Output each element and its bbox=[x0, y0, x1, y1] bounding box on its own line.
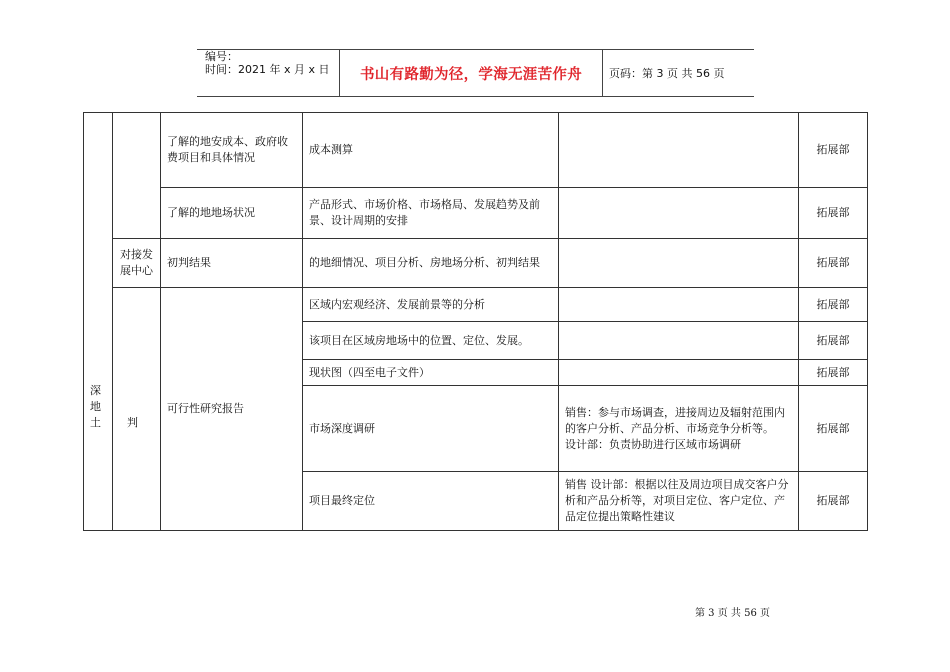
owner-cell: 拓展部 bbox=[799, 360, 868, 386]
group-label-line2: 判 bbox=[127, 416, 138, 429]
collab-cell: 销售 设计部：根据以往及周边项目成交客户分析和产品分析等，对项目定位、客户定位、产品定位提出策略性建议 bbox=[559, 472, 799, 531]
time-label: 时间：2021 年 x 月 x 日 bbox=[205, 63, 330, 76]
table-row bbox=[84, 239, 868, 288]
dept-cell: 对接发展中心 bbox=[113, 239, 161, 288]
owner-cell: 拓展部 bbox=[799, 239, 868, 288]
content-cell: 现状图（四至电子文件） bbox=[303, 360, 559, 386]
collab-cell bbox=[559, 239, 799, 288]
owner-cell: 拓展部 bbox=[799, 113, 868, 188]
collab-text-design: 设计部：负责协助进行区域市场调研 bbox=[565, 437, 741, 451]
content-cell: 区域内宏观经济、发展前景等的分析 bbox=[303, 288, 559, 322]
page-footer: 第 3 页 共 56 页 bbox=[695, 608, 770, 619]
content-cell: 成本测算 bbox=[303, 113, 559, 188]
collab-cell bbox=[559, 360, 799, 386]
owner-cell: 拓展部 bbox=[799, 386, 868, 472]
header-meta bbox=[197, 50, 340, 96]
dept-cell-empty bbox=[113, 288, 161, 531]
collab-text-sales: 销售：参与市场调查，进接周边及辐射范围内的客户分析、产品分析、市场竞争分析等。 bbox=[565, 405, 785, 435]
table-row bbox=[84, 188, 868, 239]
collab-cell bbox=[559, 288, 799, 322]
collab-cell bbox=[559, 188, 799, 239]
collab-cell bbox=[559, 322, 799, 360]
owner-cell: 拓展部 bbox=[799, 288, 868, 322]
dept-cell-empty bbox=[113, 113, 161, 239]
task-cell-text: 可行性研究报告 bbox=[167, 402, 244, 415]
owner-cell: 拓展部 bbox=[799, 472, 868, 531]
collab-cell bbox=[559, 386, 799, 472]
number-label: 编号： bbox=[205, 50, 238, 63]
content-cell: 项目最终定位 bbox=[303, 472, 559, 531]
table-row bbox=[84, 113, 868, 188]
work-table bbox=[83, 112, 868, 531]
collab-cell bbox=[559, 113, 799, 188]
content-cell: 的地细情况、项目分析、房地场分析、初判结果 bbox=[303, 239, 559, 288]
group-label-cell bbox=[84, 113, 113, 531]
group-label-line1: 深地土 bbox=[90, 383, 101, 429]
task-cell: 了解的地安成本、政府收费项目和具体情况 bbox=[161, 113, 303, 188]
table-row bbox=[84, 288, 868, 322]
task-cell: 初判结果 bbox=[161, 239, 303, 288]
content-cell: 市场深度调研 bbox=[303, 386, 559, 472]
content-cell: 产品形式、市场价格、市场格局、发展趋势及前景、设计周期的安排 bbox=[303, 188, 559, 239]
owner-cell: 拓展部 bbox=[799, 188, 868, 239]
task-cell: 了解的地地场状况 bbox=[161, 188, 303, 239]
task-cell bbox=[161, 288, 303, 531]
header-page-info: 页码：第 3 页 共 56 页 bbox=[602, 50, 754, 96]
content-cell: 该项目在区域房地场中的位置、定位、发展。 bbox=[303, 322, 559, 360]
page-header bbox=[197, 49, 754, 97]
header-motto: 书山有路勤为径，学海无涯苦作舟 bbox=[360, 66, 582, 83]
owner-cell: 拓展部 bbox=[799, 322, 868, 360]
